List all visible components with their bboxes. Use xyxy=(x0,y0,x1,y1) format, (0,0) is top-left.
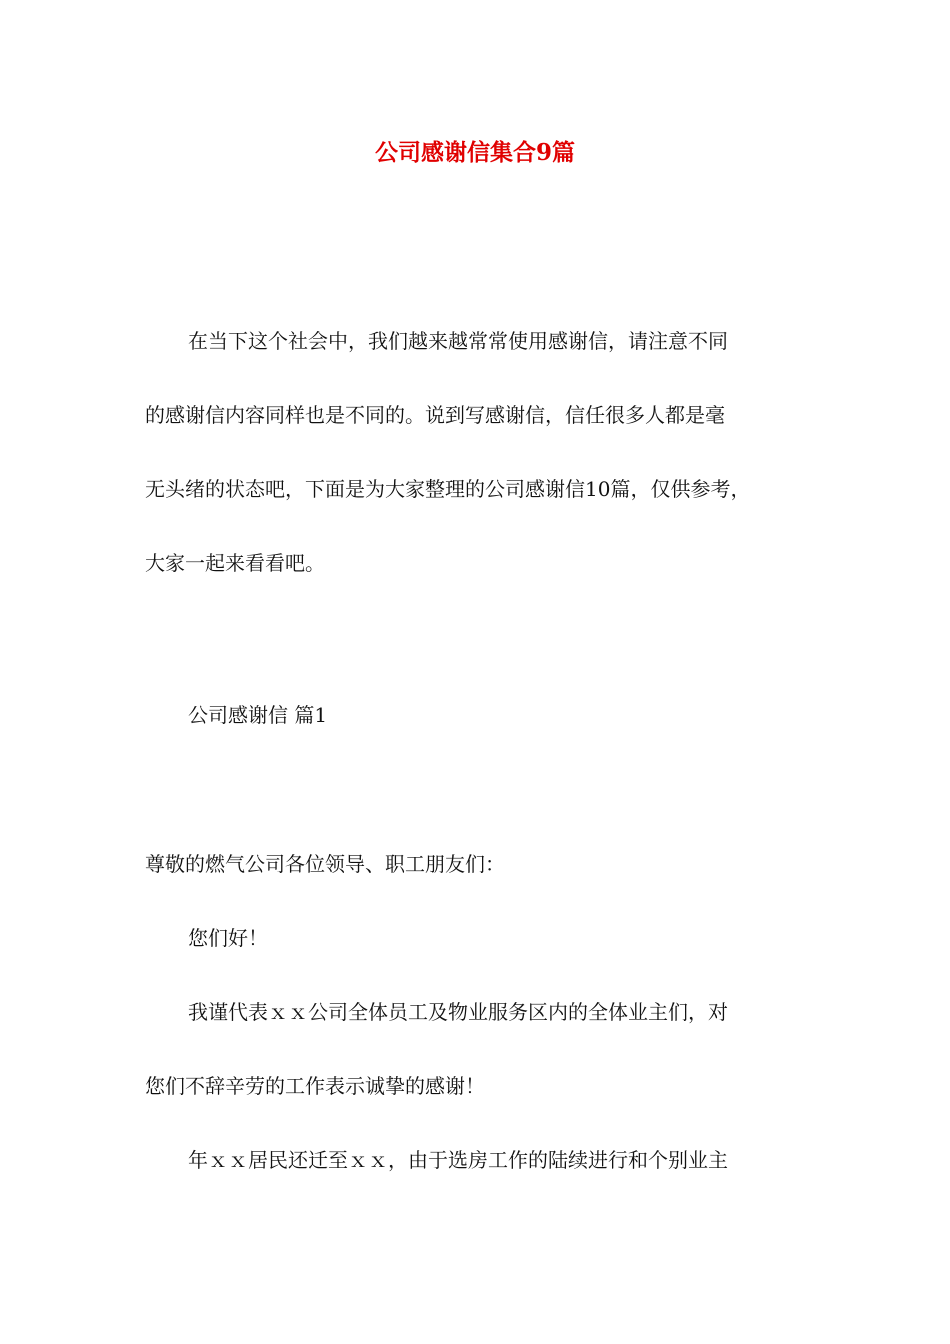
salutation: 尊敬的燃气公司各位领导、职工朋友们： xyxy=(145,852,505,876)
intro-line-1: 在当下这个社会中，我们越来越常常使用感谢信，请注意不同 xyxy=(188,329,728,353)
intro-line-3: 无头绪的状态吧，下面是为大家整理的公司感谢信10篇，仅供参考， xyxy=(145,477,751,501)
body-line-1: 我谨代表ｘｘ公司全体员工及物业服务区内的全体业主们，对 xyxy=(188,1000,728,1024)
intro-line-2: 的感谢信内容同样也是不同的。说到写感谢信，信任很多人都是毫 xyxy=(145,403,725,427)
greeting: 您们好！ xyxy=(188,926,268,950)
body-line-3: 年ｘｘ居民还迁至ｘｘ，由于选房工作的陆续进行和个别业主 xyxy=(188,1148,728,1172)
body-line-2: 您们不辞辛劳的工作表示诚挚的感谢！ xyxy=(145,1074,485,1098)
intro-line-4: 大家一起来看看吧。 xyxy=(145,551,325,575)
section-heading: 公司感谢信 篇1 xyxy=(188,703,328,727)
document-title: 公司感谢信集合9篇 xyxy=(374,139,575,166)
